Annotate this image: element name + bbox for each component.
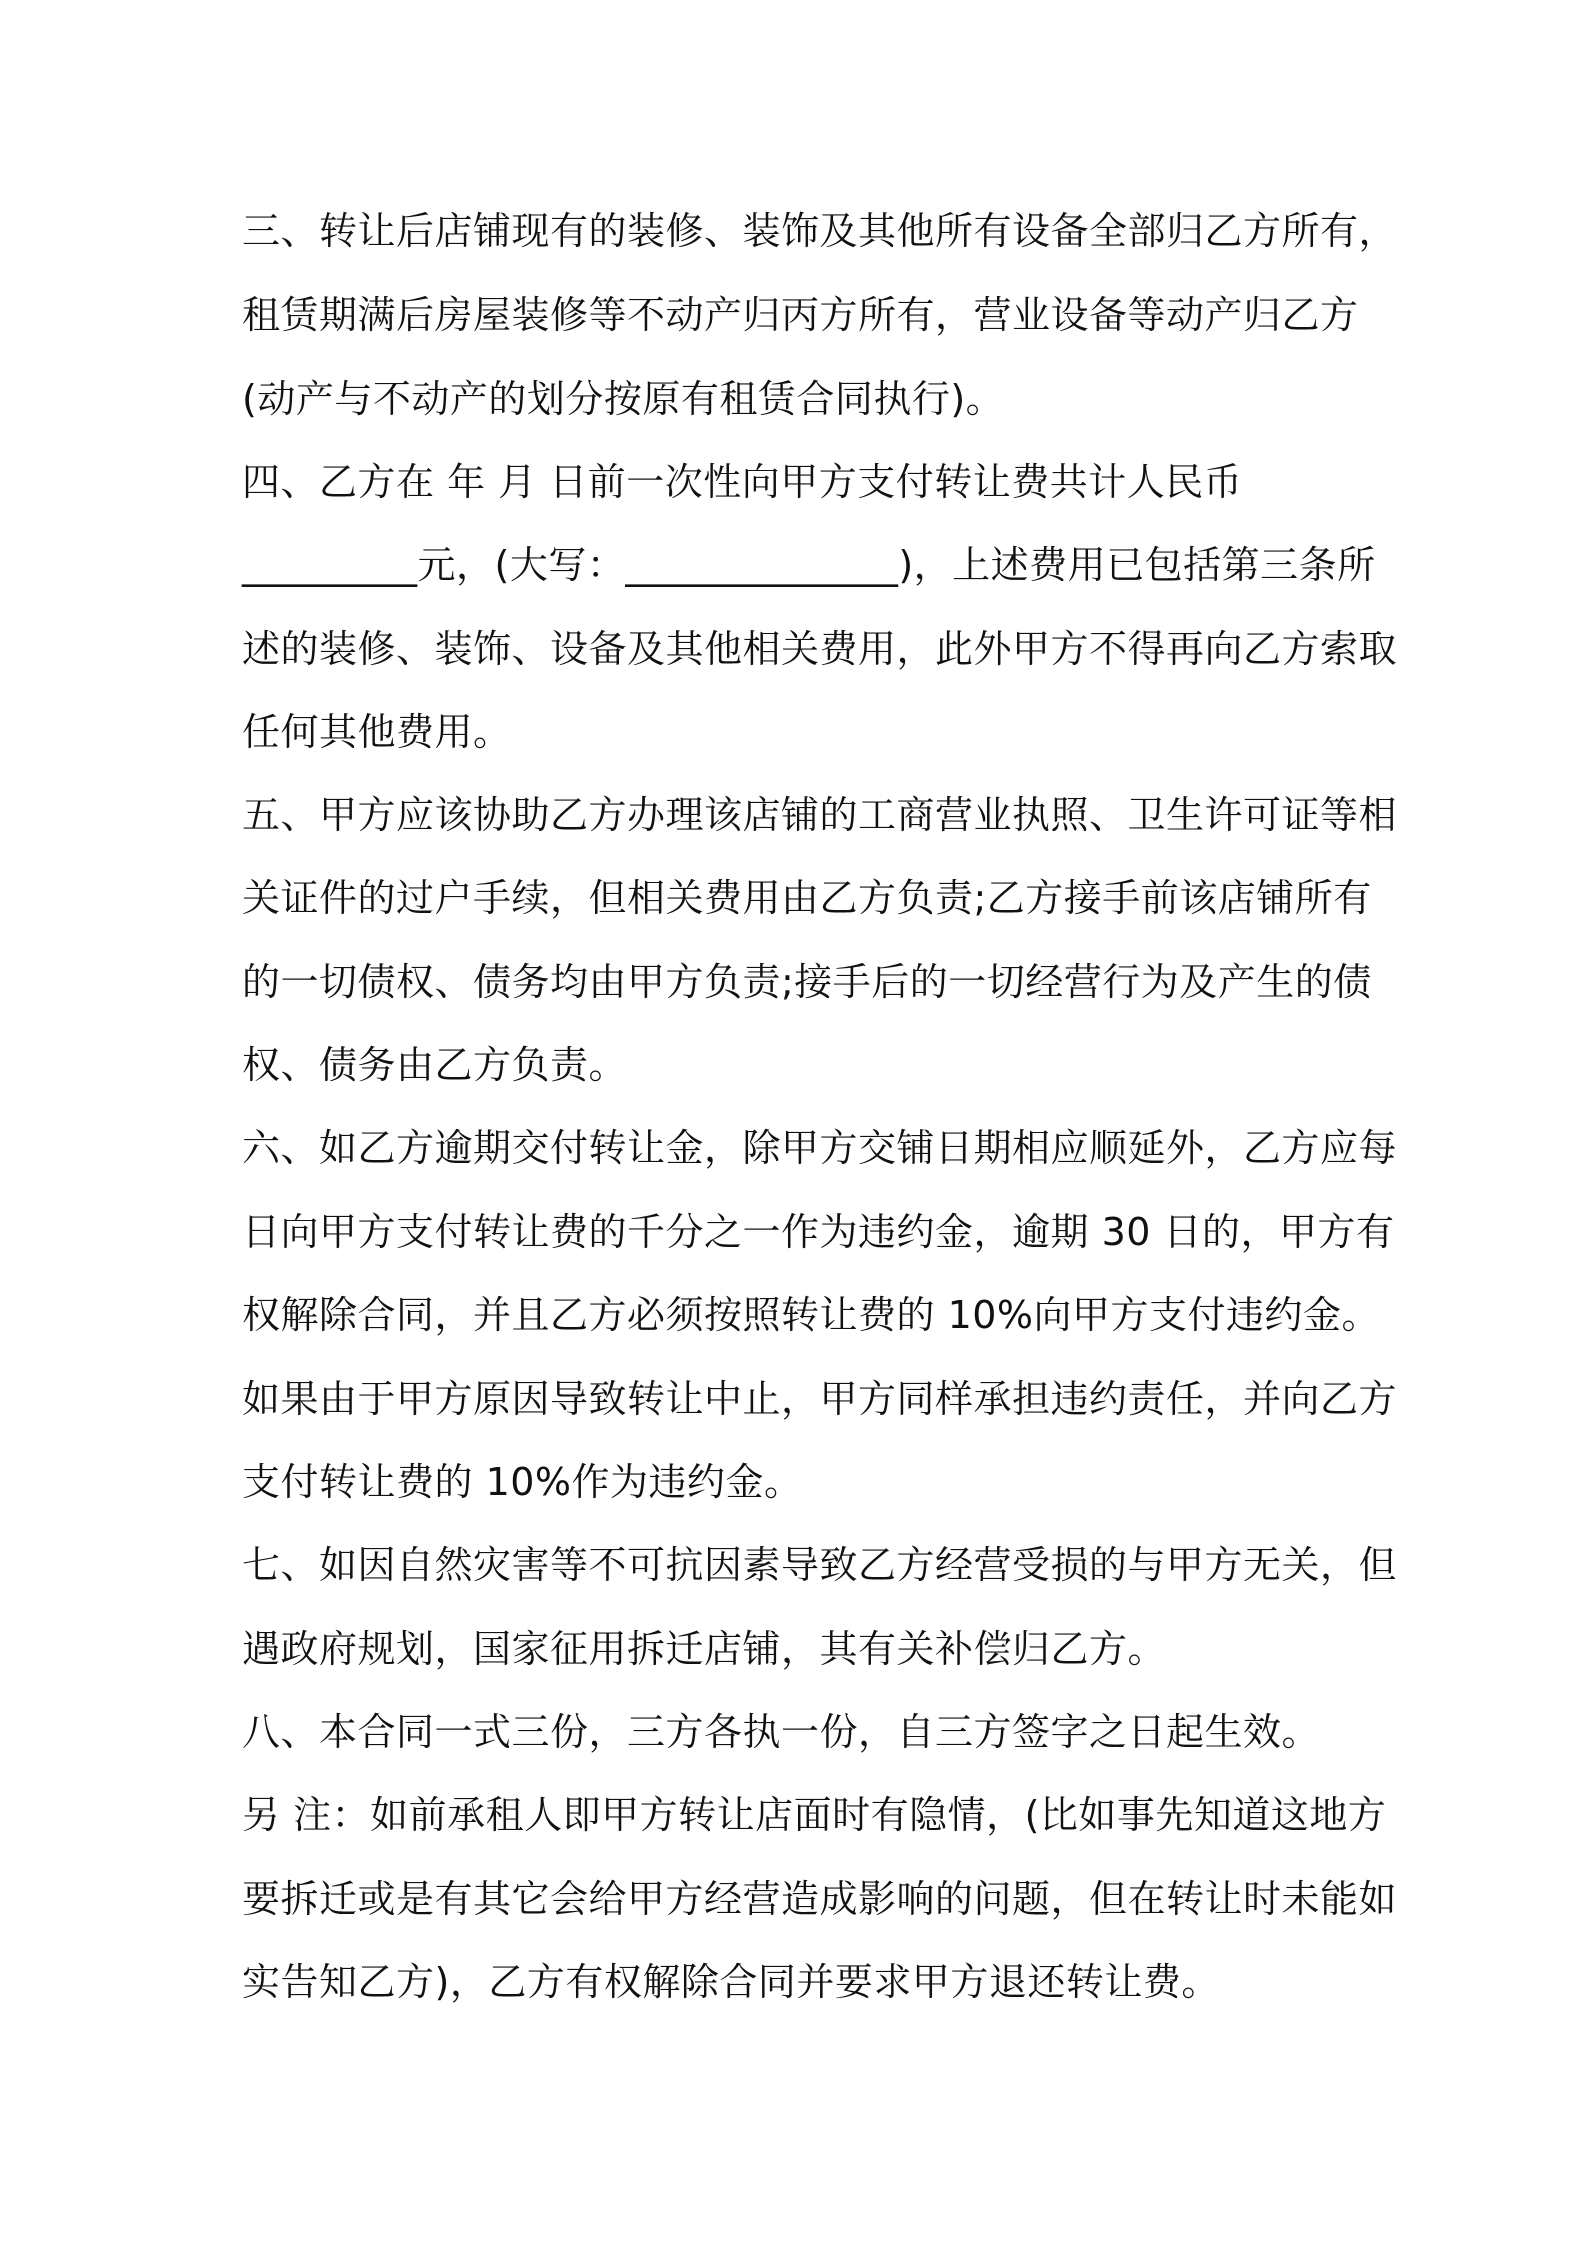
clause-5-line-3: 的一切债权、债务均由甲方负责;接手后的一切经营行为及产生的债	[242, 960, 1372, 1004]
clause-6-line-4: 如果由于甲方原因导致转让中止，甲方同样承担违约责任，并向乙方	[242, 1377, 1398, 1421]
clause-6-line-1: 六、如乙方逾期交付转让金，除甲方交铺日期相应顺延外，乙方应每	[242, 1126, 1398, 1170]
clause-6-line-2: 日向甲方支付转让费的千分之一作为违约金，逾期 30 日的，甲方有	[242, 1210, 1395, 1254]
clause-4-line-4: 任何其他费用。	[242, 710, 512, 754]
clause-4-line-1: 四、乙方在 年 月 日前一次性向甲方支付转让费共计人民币	[242, 460, 1243, 504]
clause-5-line-1: 五、甲方应该协助乙方办理该店铺的工商营业执照、卫生许可证等相	[242, 793, 1398, 837]
clause-6-line-3: 权解除合同，并且乙方必须按照转让费的 10%向甲方支付违约金。	[242, 1293, 1381, 1337]
note-line-2: 要拆迁或是有其它会给甲方经营造成影响的问题，但在转让时未能如	[242, 1877, 1398, 1921]
note-line-1: 另 注：如前承租人即甲方转让店面时有隐情，(比如事先知道这地方	[242, 1793, 1387, 1837]
clause-3-line-2: 租赁期满后房屋装修等不动产归丙方所有，营业设备等动产归乙方	[242, 293, 1359, 337]
clause-4-line-3: 述的装修、装饰、设备及其他相关费用，此外甲方不得再向乙方索取	[242, 627, 1398, 671]
note-line-3: 实告知乙方)，乙方有权解除合同并要求甲方退还转让费。	[242, 1960, 1220, 2004]
clause-6-line-5: 支付转让费的 10%作为违约金。	[242, 1460, 803, 1504]
clause-5-line-4: 权、债务由乙方负责。	[242, 1043, 628, 1087]
clause-5-line-2: 关证件的过户手续，但相关费用由乙方负责;乙方接手前该店铺所有	[242, 876, 1372, 920]
clause-3-line-3: (动产与不动产的划分按原有租赁合同执行)。	[242, 377, 1005, 421]
clause-7-line-2: 遇政府规划，国家征用拆迁店铺，其有关补偿归乙方。	[242, 1627, 1167, 1671]
clause-3-line-1: 三、转让后店铺现有的装修、装饰及其他所有设备全部归乙方所有，	[242, 209, 1398, 253]
clause-7-line-1: 七、如因自然灾害等不可抗因素导致乙方经营受损的与甲方无关，但	[242, 1543, 1398, 1587]
clause-4-line-2: _________元，(大写：______________)，上述费用已包括第三条所	[242, 543, 1376, 587]
clause-8-line-1: 八、本合同一式三份，三方各执一份，自三方签字之日起生效。	[242, 1710, 1321, 1754]
